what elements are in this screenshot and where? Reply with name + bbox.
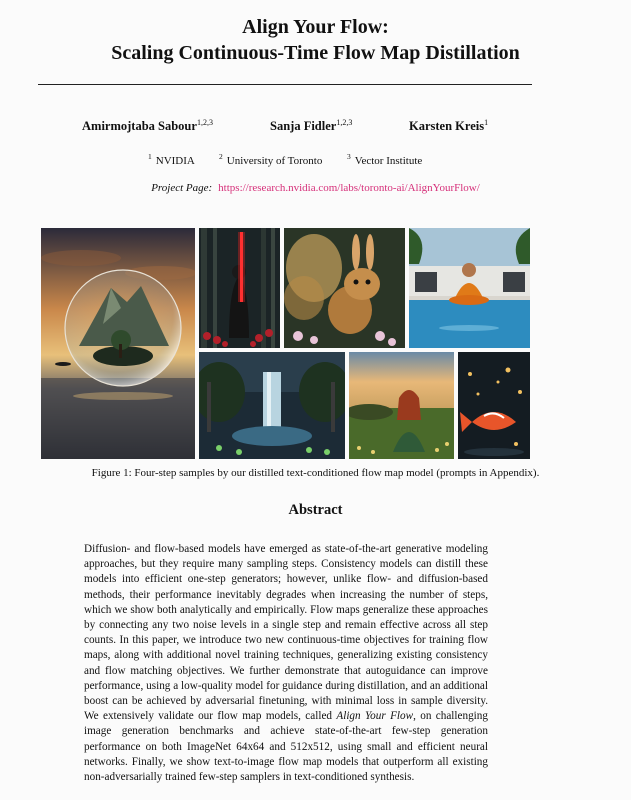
author-list (0, 118, 631, 134)
abstract-method-name: Align Your Flow (336, 710, 414, 723)
author-1: Amirmojtaba Sabour$^{1,2,3}$ (82, 118, 213, 133)
author-3: Karsten Kreis$^1$ (409, 118, 489, 133)
affiliation-1: $^1$ NVIDIA (148, 152, 195, 167)
sample-image-forest-waterfall (199, 352, 345, 459)
sample-image-glass-sphere-island (41, 228, 195, 459)
sample-image-monk-by-pool (409, 228, 530, 348)
paper-title-line-2: Scaling Continuous-Time Flow Map Distillation (111, 42, 520, 64)
abstract-heading: Abstract (288, 502, 343, 518)
sample-image-winged-rabbit (284, 228, 405, 348)
paper-title (0, 14, 631, 66)
paper-title-line-1: Align Your Flow: (242, 16, 389, 38)
title-divider (38, 84, 532, 85)
affiliation-list (0, 152, 631, 168)
affiliation-3: $^3$ Vector Institute (347, 152, 423, 167)
abstract-text-part-1: Diffusion- and flow-based models have emerged as state-of-the-art generative modeling approaches, but they require many sampling steps. Consistency models can distill these models into efficient one-step generators; however, unlike flow- and diffusion-based methods, their performance inevitably degrades when increasing the number of steps, which we show both analytically and empirically. Flow maps generalize these approaches by connecting any two noise levels in a single step and remain effective across all step counts. In this paper, we introduce two new continuous-time objectives for training flow maps, along with additional novel training techniques, generalizing existing consistency and flow matching objectives. We further demonstrate that autoguidance can improve performance, using a low-quality model for guidance during distillation, and an additional boost can be achieved by adversarial finetuning, with minimal loss in sample diversity. We extensively validate our flow map models, called (84, 543, 488, 723)
abstract-text-part-2: , on challenging image generation benchmarks and achieve state-of-the-art few-step generation performance on both ImageNet 64x64 and 512x512, using small and efficient neural networks. Finally, we show text-to-image flow map models that outperform all existing non-adversarially trained few-step samplers in text-conditioned synthesis. (84, 710, 488, 784)
sample-image-woman-in-field (349, 352, 454, 459)
project-page-line (0, 182, 631, 194)
sample-image-koi-fish (458, 352, 530, 459)
abstract-body (84, 542, 488, 785)
project-page-label: Project Page: (151, 182, 213, 194)
figure-1-caption: Figure 1: Four-step samples by our distilled text-conditioned flow map model (prompts in Appendix). (91, 467, 540, 479)
sample-image-lightsaber-figure (199, 228, 280, 348)
author-2: Sanja Fidler$^{1,2,3}$ (270, 118, 353, 133)
affiliation-2: $^2$ University of Toronto (219, 152, 323, 167)
project-page-link[interactable]: https://research.nvidia.com/labs/toronto-ai/AlignYourFlow/ (218, 182, 480, 194)
